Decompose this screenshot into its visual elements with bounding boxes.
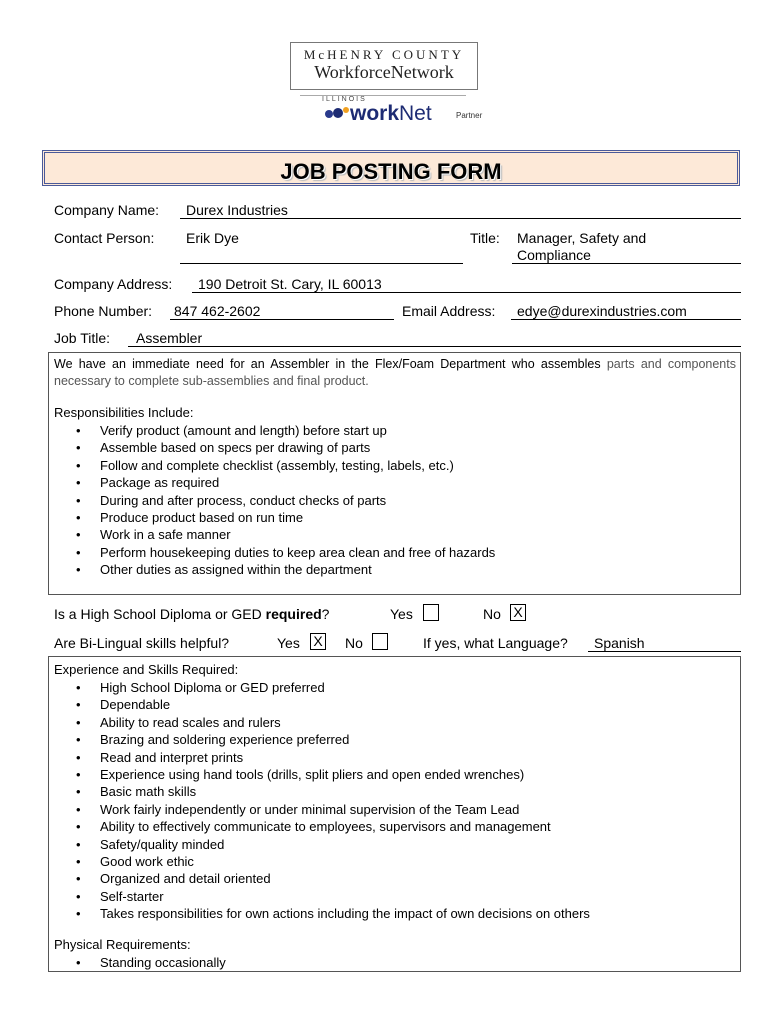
bilingual-yes-checkbox[interactable]: X [310,633,326,650]
email-address-label: Email Address: [402,303,496,319]
list-item: • Perform housekeeping duties to keep area clean and free of hazards [54,544,495,561]
form-title: JOB POSTING FORM [280,159,502,184]
diploma-no-label: No [483,606,501,622]
phone-number-value[interactable]: 847 462-2602 [174,303,261,319]
email-address-underline [511,319,741,320]
job-title-value[interactable]: Assembler [136,330,203,346]
list-item: • Other duties as assigned within the department [54,561,495,578]
list-item: • Brazing and soldering experience preferred [54,731,590,748]
list-item: • Organized and detail oriented [54,870,590,887]
list-item: • Dependable [54,696,590,713]
list-item: • Safety/quality minded [54,836,590,853]
contact-person-label: Contact Person: [54,230,155,246]
company-name-value[interactable]: Durex Industries [186,202,288,218]
email-address-value[interactable]: edye@durexindustries.com [517,303,687,319]
list-item: • Read and interpret prints [54,749,590,766]
list-item: • Ability to effectively communicate to employees, supervisors and management [54,818,590,835]
intro-gray-text: parts and components necessary to complete sub-assemblies and final product. [54,357,736,388]
experience-heading: Experience and Skills Required: [54,662,239,677]
bilingual-no-checkbox[interactable] [372,633,388,650]
worknet-brand [350,102,432,126]
bilingual-question: Are Bi-Lingual skills helpful? [54,635,230,651]
phone-number-label: Phone Number: [54,303,153,319]
company-address-underline [192,292,741,293]
diploma-question-required: required [265,606,322,622]
diploma-question-post: ? [321,606,330,622]
company-name-underline [180,218,741,219]
company-name-label: Company Name: [54,202,160,218]
company-address-label: Company Address: [54,276,173,292]
form-title-banner [42,150,740,186]
contact-person-underline [180,263,463,264]
list-item: • Verify product (amount and length) before start up [54,422,495,439]
company-address-value[interactable]: 190 Detroit St. Cary, IL 60013 [198,276,382,292]
responsibilities-list [54,422,495,579]
contact-title-underline [512,263,741,264]
job-title-label: Job Title: [54,330,111,346]
experience-list [54,679,590,923]
list-item: • Assemble based on specs per drawing of parts [54,439,495,456]
logo-network-text: WorkforceNetwork [314,62,454,82]
diploma-yes-checkbox[interactable] [423,604,439,621]
intro-main-text: We have an immediate need for an Assembler in the Flex/Foam Department who assembles [54,357,601,371]
worknet-work-text: work [350,102,400,125]
diploma-question [54,606,329,622]
list-item: • High School Diploma or GED preferred [54,679,590,696]
language-value[interactable]: Spanish [594,635,645,651]
list-item: • During and after process, conduct checks of parts [54,492,495,509]
list-item: • Work fairly independently or under minimal supervision of the Team Lead [54,801,590,818]
list-item: • Follow and complete checklist (assembly, testing, labels, etc.) [54,457,495,474]
list-item: • Package as required [54,474,495,491]
list-item: • Basic math skills [54,783,590,800]
list-item: • Ability to read scales and rulers [54,714,590,731]
list-item: • Self-starter [54,888,590,905]
worknet-dots-icon [324,104,350,120]
list-item: • Produce product based on run time [54,509,495,526]
contact-title-value-line1[interactable]: Manager, Safety and [517,230,647,246]
responsibilities-heading: Responsibilities Include: [54,405,194,420]
workforce-network-logo [290,42,478,90]
list-item: • Takes responsibilities for own actions including the impact of own decisions on others [54,905,590,922]
contact-person-value[interactable]: Erik Dye [186,230,239,246]
bilingual-no-label: No [345,635,363,651]
language-label: If yes, what Language? [423,635,568,651]
physical-requirements-heading: Physical Requirements: [54,937,191,952]
diploma-question-pre: Is a High School Diploma or GED [54,606,266,622]
diploma-no-checkbox[interactable]: X [510,604,526,621]
list-item: • Standing occasionally [54,954,226,971]
worknet-partner-text: Partner [456,111,483,120]
physical-requirements-list [54,954,226,971]
logo-county-text: McHENRY COUNTY [303,47,465,62]
diploma-yes-label: Yes [390,606,413,622]
contact-title-label: Title: [470,230,500,246]
contact-title-value-line2[interactable]: Compliance [517,247,591,263]
worknet-net-text: Net [399,102,432,125]
job-description-intro [54,356,736,390]
bilingual-yes-label: Yes [277,635,300,651]
language-underline [588,651,741,652]
worknet-illinois-text: ILLINOIS [322,96,367,103]
phone-number-underline [170,319,394,320]
list-item: • Work in a safe manner [54,526,495,543]
list-item: • Experience using hand tools (drills, split pliers and open ended wrenches) [54,766,590,783]
job-title-underline [128,346,741,347]
list-item: • Good work ethic [54,853,590,870]
